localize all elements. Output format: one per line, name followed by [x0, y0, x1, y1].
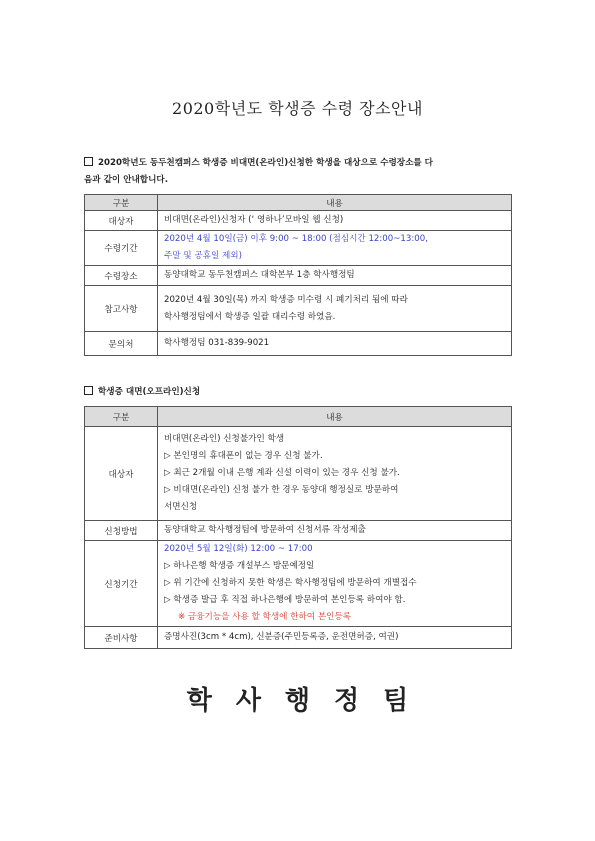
table-row: [85, 286, 512, 332]
table-row: [85, 266, 512, 286]
table-header-row: [85, 407, 512, 427]
section2-heading-text: 학생증 대면(오프라인)신청: [98, 387, 201, 397]
row-value: 2020년 4월 10일(금) 이후 9:00 ~ 18:00 (점심시간 12:00~13:00, 주말 및 공휴일 제외): [158, 231, 512, 266]
row-key: 신청기간: [85, 541, 158, 627]
row-key: 대상자: [85, 427, 158, 521]
checkbox-square-icon: [84, 386, 93, 395]
table-row: [85, 231, 512, 266]
row-value: 비대면(온라인) 신청불가인 학생 ▷ 본인명의 휴대폰이 없는 경우 신청 불가. ▷ 최근 2개월 이내 은행 계좌 신설 이력이 있는 경우 신청 불가. ▷ 비대면(온라인) 신청 불가 한 경우 동양대 행정실로 방문하여 서면신청: [158, 427, 512, 521]
row-value: 동양대학교 학사행정팀에 방문하여 신청서류 작성제출: [158, 521, 512, 541]
header-content: 내용: [158, 195, 512, 211]
row-key: 참고사항: [85, 286, 158, 332]
page-title: 2020학년도 학생증 수령 장소안내: [172, 99, 423, 118]
row-value: 동양대학교 동두천캠퍼스 대학본부 1층 학사행정팀: [158, 266, 512, 286]
header-category: 구분: [85, 407, 158, 427]
header-category: 구분: [85, 195, 158, 211]
section1-heading: [84, 155, 433, 189]
row-value: 학사행정팀 031-839-9021: [158, 332, 512, 356]
header-content: 내용: [158, 407, 512, 427]
row-key: 신청방법: [85, 521, 158, 541]
table-row: [85, 332, 512, 356]
row-value: 비대면(온라인)신청자 (‘ 영하나’모바일 웹 신청): [158, 211, 512, 231]
row-key: 대상자: [85, 211, 158, 231]
row-value: 증명사진(3cm * 4cm), 신분증(주민등록증, 운전면허증, 여권): [158, 627, 512, 649]
section1-heading-line2: 음과 같이 안내합니다.: [84, 175, 168, 185]
table-row: [85, 427, 512, 521]
section2-heading: [84, 384, 200, 401]
table-row: [85, 521, 512, 541]
section2-table: [84, 406, 512, 649]
row-key: 준비사항: [85, 627, 158, 649]
row-value: 2020년 4월 30일(목) 까지 학생증 미수령 시 폐기처리 됨에 따라 학사행정팀에서 학생증 일괄 대리수령 하였음.: [158, 286, 512, 332]
table-row: [85, 541, 512, 627]
table-row: [85, 211, 512, 231]
row-key: 수령기간: [85, 231, 158, 266]
table-header-row: [85, 195, 512, 211]
checkbox-square-icon: [84, 157, 93, 166]
section1-heading-line1: 2020학년도 동두천캠퍼스 학생증 비대면(온라인)신청한 학생을 대상으로 수령장소를 다: [98, 158, 433, 168]
row-key: 수령장소: [85, 266, 158, 286]
section1-table: [84, 194, 512, 356]
row-value: 2020년 5월 12일(화) 12:00 ~ 17:00 ▷ 하나은행 학생증 개설부스 방문예정일 ▷ 위 기간에 신청하지 못한 학생은 학사행정팀에 방문하여 개별접수 ▷ 학생증 발급 후 직접 하나은행에 방문하여 본인등록 하여야 함. ※ 금융기능을 사용 할 학생에 한하여 본인등록: [158, 541, 512, 627]
row-key: 문의처: [85, 332, 158, 356]
table-row: [85, 627, 512, 649]
signature-department: 학사행정팀: [186, 686, 433, 716]
